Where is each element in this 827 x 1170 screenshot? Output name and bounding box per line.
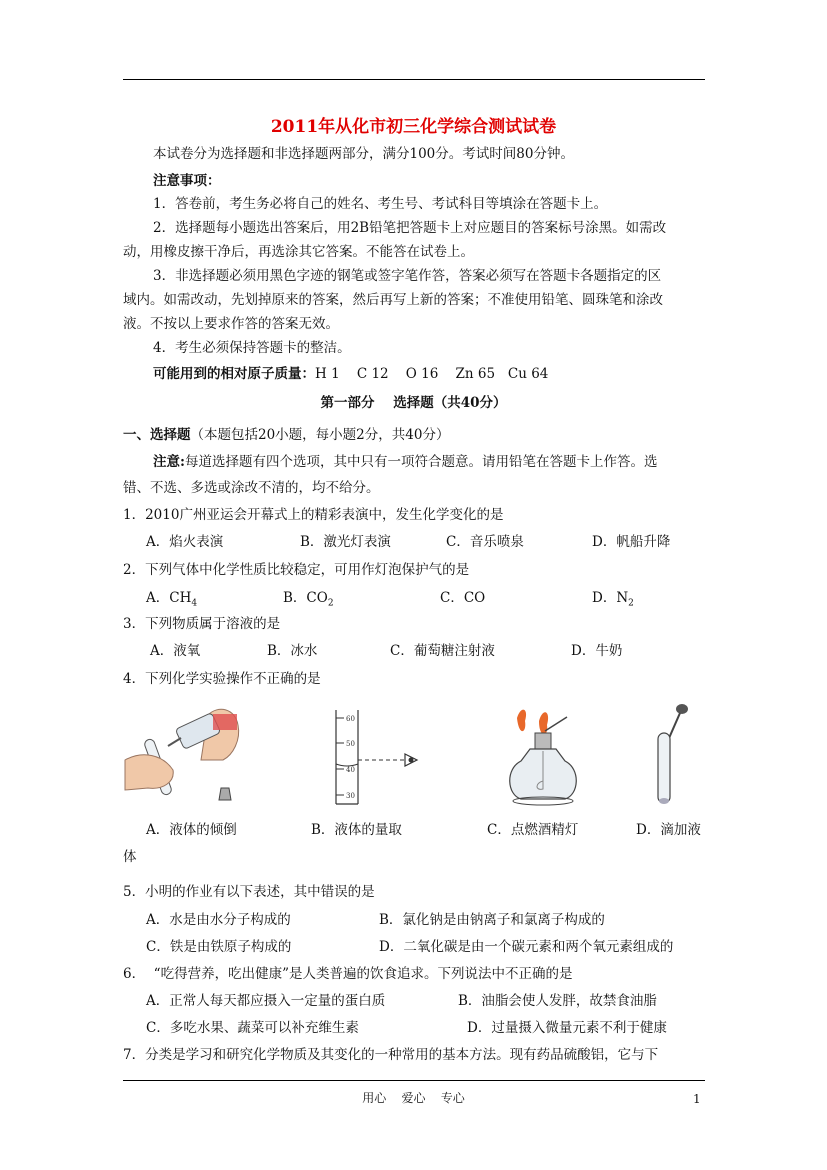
q5-option-d: D．二氧化碳是由一个碳元素和两个氧元素组成的	[379, 939, 674, 955]
attention-text-cont: 错、不选、多选或涂改不清的，均不给分。	[123, 480, 380, 496]
q2-stem: 2．下列气体中化学性质比较稳定，可用作灯泡保护气的是	[123, 562, 470, 578]
q5-option-c: C．铁是由铁原子构成的	[146, 939, 292, 955]
attention-line	[153, 453, 657, 471]
figure-dropper	[640, 703, 700, 811]
q4-option-d: D．滴加液	[636, 822, 701, 838]
page-number: 1	[693, 1092, 701, 1106]
q3-option-b: B．冰水	[267, 643, 318, 659]
q6-stem: 6． “吃得营养，吃出健康”是人类普遍的饮食追求。下列说法中不正确的是	[123, 966, 573, 982]
header-rule	[123, 79, 705, 80]
figure-pouring-liquid	[123, 700, 248, 810]
q6-option-d: D．过量摄入微量元素不利于健康	[467, 1020, 667, 1036]
q3-option-a: A．液氧	[150, 643, 201, 659]
notice-heading: 注意事项：	[153, 173, 221, 189]
figure-alcohol-lamp	[495, 703, 595, 811]
notice-1: 1．答卷前，考生务必将自己的姓名、考生号、考试科目等填涂在答题卡上。	[153, 196, 608, 212]
q6-option-a: A．正常人每天都应摄入一定量的蛋白质	[146, 993, 386, 1009]
attention-text: 每道选择题有四个选项，其中只有一项符合题意。请用铅笔在答题卡上作答。选	[184, 454, 658, 470]
section1-desc: （本题包括20小题，每小题2分，共40分）	[190, 427, 450, 443]
notice-4: 4．考生必须保持答题卡的整洁。	[153, 340, 351, 356]
q1-option-c: C．音乐喷泉	[446, 534, 524, 550]
figure-graduated-cylinder	[325, 708, 425, 808]
notice-2-cont: 动，用橡皮擦干净后，再选涂其它答案。不能答在试卷上。	[123, 244, 474, 260]
q5-option-b: B．氯化钠是由钠离子和氯离子构成的	[379, 912, 605, 928]
q1-option-d: D．帆船升降	[592, 534, 671, 550]
q2-option-a: A．$CH_4$	[146, 590, 198, 609]
section1-heading	[123, 426, 449, 444]
atomic-mass-values: H 1 C 12 O 16 Zn 65 Cu 64	[315, 366, 549, 382]
q1-stem: 1．2010广州亚运会开幕式上的精彩表演中，发生化学变化的是	[123, 507, 504, 523]
q4-option-d-cont: 体	[123, 849, 137, 865]
cylinder-tick-50: 50	[346, 740, 355, 748]
notice-3: 3．非选择题必须用黑色字迹的钢笔或签字笔作答，答案必须写在答题卡各题指定的区	[153, 268, 662, 284]
q6-option-c: C．多吃水果、蔬菜可以补充维生素	[146, 1020, 359, 1036]
q6-option-b: B．油脂会使人发胖，故禁食油脂	[458, 993, 657, 1009]
q2-option-d: D．$N_2$	[592, 590, 634, 609]
footer-rule	[123, 1080, 705, 1081]
q3-option-d: D．牛奶	[571, 643, 623, 659]
cylinder-tick-30: 30	[346, 792, 355, 800]
q4-option-c: C．点燃酒精灯	[487, 822, 579, 838]
exam-title: 2011年从化市初三化学综合测试试卷	[270, 117, 557, 137]
part1-title: 第一部分 选择题（共40分）	[320, 395, 507, 411]
q3-stem: 3．下列物质属于溶液的是	[123, 616, 281, 632]
atomic-mass-label: 可能用到的相对原子质量：	[153, 366, 315, 382]
notice-3-cont: 域内。如需改动，先划掉原来的答案，然后再写上新的答案；不准使用铅笔、圆珠笔和涂改	[123, 292, 663, 308]
q5-option-a: A．水是由水分子构成的	[146, 912, 291, 928]
cylinder-tick-60: 60	[346, 715, 355, 723]
section1-label: 一、选择题	[123, 427, 191, 443]
q1-option-a: A．焰火表演	[146, 534, 224, 550]
q3-option-c: C．葡萄糖注射液	[390, 643, 495, 659]
q7-stem: 7．分类是学习和研究化学物质及其变化的一种常用的基本方法。现有药品硫酸铝，它与下	[123, 1047, 659, 1063]
notice-3-cont2: 液。不按以上要求作答的答案无效。	[123, 316, 339, 332]
q2-option-b: B．$CO_2$	[283, 590, 334, 609]
cylinder-tick-40: 40	[346, 766, 355, 774]
q2-option-c: C．CO	[440, 590, 486, 606]
notice-2: 2．选择题每小题选出答案后，用2B铅笔把答题卡上对应题目的答案标号涂黑。如需改	[153, 220, 667, 236]
atomic-mass-line	[153, 365, 548, 383]
attention-label: 注意:	[153, 454, 185, 470]
q1-option-b: B．激光灯表演	[300, 534, 391, 550]
q4-option-b: B．液体的量取	[311, 822, 402, 838]
intro-text: 本试卷分为选择题和非选择题两部分，满分100分。考试时间80分钟。	[153, 146, 574, 162]
q4-option-a: A．液体的倾倒	[146, 822, 237, 838]
q5-stem: 5．小明的作业有以下表述，其中错误的是	[123, 884, 375, 900]
q4-stem: 4．下列化学实验操作不正确的是	[123, 671, 321, 687]
footer-motto: 用心 爱心 专心	[362, 1091, 465, 1105]
